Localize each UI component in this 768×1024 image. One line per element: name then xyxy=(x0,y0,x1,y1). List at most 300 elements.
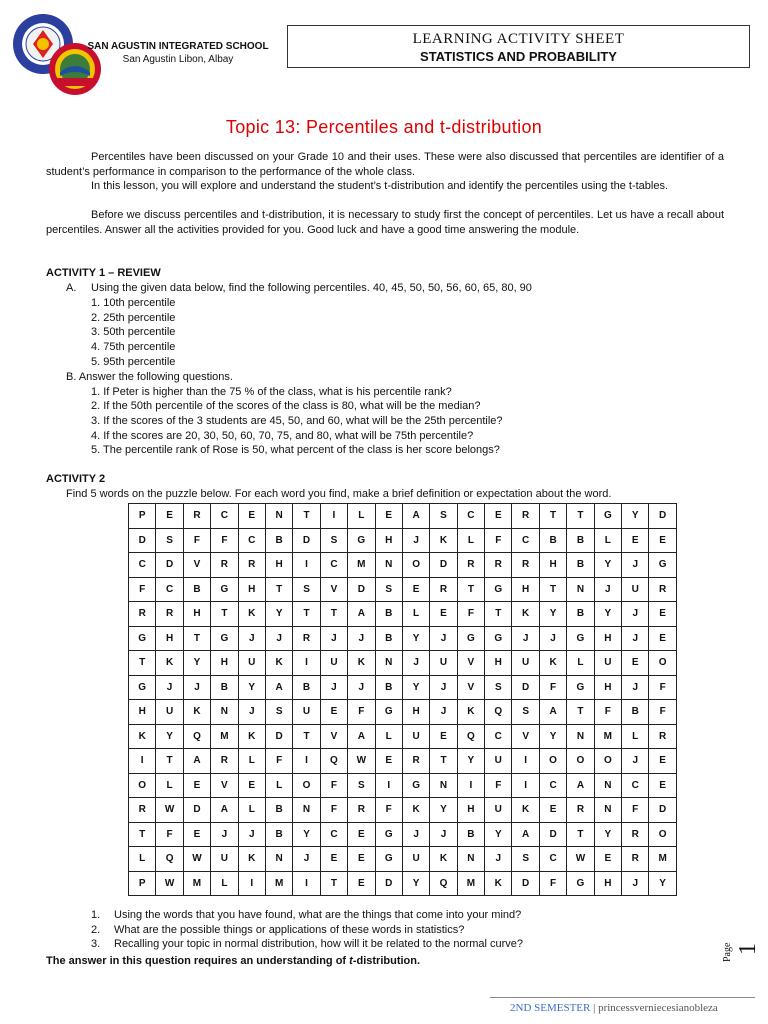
puzzle-cell: F xyxy=(265,749,292,774)
note-text: The answer in this question requires an understanding of xyxy=(46,955,350,967)
table-row xyxy=(129,871,677,896)
puzzle-cell: F xyxy=(539,675,566,700)
puzzle-cell: B xyxy=(265,528,292,553)
puzzle-cell: K xyxy=(430,528,457,553)
puzzle-cell: R xyxy=(402,749,429,774)
table-row xyxy=(129,798,677,823)
puzzle-cell: C xyxy=(622,773,649,798)
puzzle-cell: S xyxy=(348,773,375,798)
puzzle-cell: H xyxy=(512,577,539,602)
puzzle-cell: D xyxy=(512,871,539,896)
puzzle-cell: I xyxy=(293,651,320,676)
puzzle-cell: J xyxy=(622,749,649,774)
puzzle-cell: F xyxy=(622,798,649,823)
puzzle-cell: G xyxy=(211,577,238,602)
puzzle-cell: M xyxy=(649,847,676,872)
puzzle-cell: F xyxy=(539,871,566,896)
puzzle-cell: H xyxy=(485,651,512,676)
list-item: 2. 25th percentile xyxy=(91,312,176,324)
puzzle-cell: S xyxy=(265,700,292,725)
puzzle-cell: J xyxy=(430,822,457,847)
puzzle-cell: V xyxy=(512,724,539,749)
puzzle-cell: J xyxy=(320,626,347,651)
puzzle-cell: F xyxy=(457,602,484,627)
puzzle-cell: G xyxy=(375,847,402,872)
puzzle-cell: P xyxy=(129,871,156,896)
puzzle-cell: R xyxy=(129,798,156,823)
puzzle-cell: F xyxy=(649,675,676,700)
puzzle-cell: E xyxy=(402,577,429,602)
school-address: San Agustin Libon, Albay xyxy=(122,54,234,65)
puzzle-cell: L xyxy=(594,528,621,553)
puzzle-cell: O xyxy=(402,553,429,578)
puzzle-cell: E xyxy=(375,504,402,529)
puzzle-cell: C xyxy=(539,847,566,872)
puzzle-cell: J xyxy=(622,602,649,627)
puzzle-cell: R xyxy=(512,504,539,529)
puzzle-cell: H xyxy=(211,651,238,676)
puzzle-cell: N xyxy=(457,847,484,872)
puzzle-cell: D xyxy=(129,528,156,553)
puzzle-cell: R xyxy=(238,553,265,578)
puzzle-cell: D xyxy=(375,871,402,896)
puzzle-cell: D xyxy=(649,504,676,529)
list-item: 1. 10th percentile xyxy=(91,297,176,309)
puzzle-cell: J xyxy=(622,626,649,651)
puzzle-cell: L xyxy=(238,798,265,823)
puzzle-cell: J xyxy=(402,822,429,847)
puzzle-cell: F xyxy=(485,528,512,553)
puzzle-cell: C xyxy=(512,528,539,553)
table-row xyxy=(129,528,677,553)
puzzle-cell: A xyxy=(512,822,539,847)
puzzle-cell: R xyxy=(649,724,676,749)
puzzle-cell: C xyxy=(129,553,156,578)
puzzle-cell: E xyxy=(183,822,210,847)
puzzle-cell: J xyxy=(348,626,375,651)
puzzle-cell: Y xyxy=(430,798,457,823)
puzzle-cell: J xyxy=(293,847,320,872)
puzzle-cell: F xyxy=(485,773,512,798)
puzzle-cell: Y xyxy=(539,724,566,749)
puzzle-cell: H xyxy=(457,798,484,823)
puzzle-cell: G xyxy=(485,626,512,651)
puzzle-cell: T xyxy=(129,651,156,676)
puzzle-cell: L xyxy=(156,773,183,798)
puzzle-cell: M xyxy=(348,553,375,578)
puzzle-cell: S xyxy=(320,528,347,553)
puzzle-cell: U xyxy=(430,651,457,676)
puzzle-cell: N xyxy=(265,847,292,872)
puzzle-cell: J xyxy=(430,700,457,725)
footer-author: princessverniecesianobleza xyxy=(598,1002,718,1014)
puzzle-cell: U xyxy=(622,577,649,602)
puzzle-cell: F xyxy=(156,822,183,847)
puzzle-cell: E xyxy=(594,847,621,872)
puzzle-cell: K xyxy=(238,724,265,749)
puzzle-cell: L xyxy=(129,847,156,872)
puzzle-cell: E xyxy=(320,847,347,872)
table-row xyxy=(129,773,677,798)
list-item: Using the words that you have found, what are the things that come into your mind? xyxy=(114,909,522,921)
puzzle-cell: T xyxy=(430,749,457,774)
puzzle-cell: E xyxy=(238,504,265,529)
puzzle-cell: T xyxy=(320,602,347,627)
puzzle-cell: T xyxy=(457,577,484,602)
puzzle-cell: R xyxy=(211,749,238,774)
activity2-note xyxy=(46,954,420,969)
puzzle-cell: R xyxy=(567,798,594,823)
footer-separator: | xyxy=(593,1002,596,1014)
puzzle-cell: B xyxy=(265,822,292,847)
puzzle-cell: R xyxy=(211,553,238,578)
puzzle-cell: A xyxy=(348,602,375,627)
activity1-part-a: Using the given data below, find the following percentiles. 40, 45, 50, 50, 56, 60, 65, 80, 90 xyxy=(91,282,532,294)
puzzle-cell: I xyxy=(293,749,320,774)
puzzle-cell: G xyxy=(649,553,676,578)
puzzle-cell: B xyxy=(375,602,402,627)
puzzle-cell: A xyxy=(348,724,375,749)
puzzle-cell: I xyxy=(457,773,484,798)
puzzle-cell: T xyxy=(485,602,512,627)
puzzle-cell: I xyxy=(238,871,265,896)
puzzle-cell: B xyxy=(211,675,238,700)
puzzle-cell: E xyxy=(622,528,649,553)
puzzle-cell: C xyxy=(238,528,265,553)
puzzle-cell: V xyxy=(457,675,484,700)
question-number: 2. xyxy=(91,924,101,936)
puzzle-cell: T xyxy=(567,822,594,847)
subject-title: STATISTICS AND PROBABILITY xyxy=(420,49,617,64)
puzzle-cell: T xyxy=(539,577,566,602)
puzzle-cell: L xyxy=(265,773,292,798)
puzzle-cell: J xyxy=(265,626,292,651)
word-search-puzzle xyxy=(128,503,677,896)
puzzle-cell: F xyxy=(375,798,402,823)
puzzle-cell: I xyxy=(375,773,402,798)
puzzle-cell: M xyxy=(265,871,292,896)
puzzle-cell: F xyxy=(183,528,210,553)
table-row xyxy=(129,700,677,725)
puzzle-cell: B xyxy=(375,626,402,651)
puzzle-cell: G xyxy=(348,528,375,553)
puzzle-cell: B xyxy=(457,822,484,847)
table-row xyxy=(129,749,677,774)
puzzle-cell: D xyxy=(183,798,210,823)
puzzle-cell: H xyxy=(265,553,292,578)
puzzle-cell: T xyxy=(156,749,183,774)
puzzle-cell: G xyxy=(567,675,594,700)
puzzle-cell: R xyxy=(649,577,676,602)
puzzle-cell: B xyxy=(567,553,594,578)
puzzle-cell: M xyxy=(457,871,484,896)
puzzle-cell: S xyxy=(430,504,457,529)
puzzle-cell: E xyxy=(649,773,676,798)
puzzle-cell: L xyxy=(211,871,238,896)
puzzle-cell: U xyxy=(238,651,265,676)
puzzle-cell: U xyxy=(320,651,347,676)
puzzle-cell: Y xyxy=(238,675,265,700)
puzzle-cell: I xyxy=(129,749,156,774)
puzzle-cell: R xyxy=(348,798,375,823)
puzzle-cell: F xyxy=(320,798,347,823)
activity1-part-b: B. Answer the following questions. xyxy=(66,371,233,383)
puzzle-cell: E xyxy=(375,749,402,774)
puzzle-cell: N xyxy=(211,700,238,725)
puzzle-cell: H xyxy=(156,626,183,651)
puzzle-cell: J xyxy=(402,651,429,676)
puzzle-cell: J xyxy=(211,822,238,847)
table-row xyxy=(129,602,677,627)
puzzle-cell: C xyxy=(211,504,238,529)
puzzle-cell: S xyxy=(512,847,539,872)
activity1-title: ACTIVITY 1 – REVIEW xyxy=(46,267,161,279)
puzzle-cell: F xyxy=(649,700,676,725)
puzzle-cell: Q xyxy=(156,847,183,872)
puzzle-cell: W xyxy=(348,749,375,774)
puzzle-cell: L xyxy=(402,602,429,627)
list-item: Recalling your topic in normal distribution, how will it be related to the normal curve? xyxy=(114,938,524,950)
puzzle-cell: Y xyxy=(649,871,676,896)
table-row xyxy=(129,847,677,872)
puzzle-cell: B xyxy=(375,675,402,700)
puzzle-cell: C xyxy=(320,553,347,578)
puzzle-cell: K xyxy=(485,871,512,896)
puzzle-cell: Y xyxy=(402,871,429,896)
puzzle-cell: T xyxy=(129,822,156,847)
topic-title: Topic 13: Percentiles and t-distribution xyxy=(225,117,543,137)
puzzle-cell: T xyxy=(211,602,238,627)
puzzle-cell: G xyxy=(129,626,156,651)
puzzle-cell: J xyxy=(238,822,265,847)
puzzle-cell: H xyxy=(375,528,402,553)
puzzle-cell: A xyxy=(539,700,566,725)
puzzle-cell: N xyxy=(375,553,402,578)
puzzle-cell: Y xyxy=(402,675,429,700)
puzzle-cell: M xyxy=(183,871,210,896)
table-row xyxy=(129,626,677,651)
puzzle-cell: T xyxy=(293,504,320,529)
puzzle-cell: M xyxy=(211,724,238,749)
puzzle-cell: T xyxy=(539,504,566,529)
puzzle-cell: D xyxy=(512,675,539,700)
puzzle-cell: K xyxy=(183,700,210,725)
puzzle-cell: J xyxy=(512,626,539,651)
puzzle-cell: H xyxy=(183,602,210,627)
puzzle-cell: S xyxy=(485,675,512,700)
puzzle-cell: N xyxy=(594,798,621,823)
puzzle-cell: J xyxy=(539,626,566,651)
puzzle-cell: C xyxy=(320,822,347,847)
puzzle-cell: Q xyxy=(485,700,512,725)
puzzle-cell: E xyxy=(649,749,676,774)
puzzle-cell: J xyxy=(594,577,621,602)
table-row xyxy=(129,822,677,847)
puzzle-cell: T xyxy=(293,724,320,749)
list-item: 4. 75th percentile xyxy=(91,341,176,353)
puzzle-cell: S xyxy=(375,577,402,602)
puzzle-cell: B xyxy=(265,798,292,823)
puzzle-cell: C xyxy=(485,724,512,749)
note-text: -distribution. xyxy=(352,955,421,967)
puzzle-cell: S xyxy=(512,700,539,725)
puzzle-cell: J xyxy=(156,675,183,700)
puzzle-cell: G xyxy=(211,626,238,651)
puzzle-cell: I xyxy=(293,871,320,896)
puzzle-cell: E xyxy=(649,626,676,651)
puzzle-cell: Y xyxy=(156,724,183,749)
puzzle-cell: E xyxy=(156,504,183,529)
puzzle-cell: T xyxy=(183,626,210,651)
puzzle-cell: V xyxy=(320,577,347,602)
puzzle-cell: M xyxy=(594,724,621,749)
puzzle-cell: O xyxy=(539,749,566,774)
puzzle-cell: L xyxy=(348,504,375,529)
puzzle-cell: Q xyxy=(183,724,210,749)
note-emphasis: t xyxy=(349,955,353,967)
puzzle-cell: W xyxy=(567,847,594,872)
puzzle-cell: N xyxy=(293,798,320,823)
puzzle-cell: L xyxy=(622,724,649,749)
puzzle-cell: J xyxy=(238,700,265,725)
puzzle-cell: B xyxy=(539,528,566,553)
puzzle-cell: H xyxy=(238,577,265,602)
puzzle-cell: Y xyxy=(402,626,429,651)
puzzle-cell: I xyxy=(320,504,347,529)
page-label: Page xyxy=(722,942,733,962)
puzzle-cell: K xyxy=(512,798,539,823)
puzzle-cell: O xyxy=(649,651,676,676)
puzzle-cell: T xyxy=(293,602,320,627)
puzzle-cell: K xyxy=(238,602,265,627)
puzzle-cell: O xyxy=(567,749,594,774)
puzzle-cell: N xyxy=(594,773,621,798)
puzzle-cell: U xyxy=(402,847,429,872)
puzzle-cell: Y xyxy=(594,553,621,578)
puzzle-cell: K xyxy=(512,602,539,627)
puzzle-cell: L xyxy=(567,651,594,676)
puzzle-cell: V xyxy=(183,553,210,578)
puzzle-cell: B xyxy=(567,528,594,553)
puzzle-cell: J xyxy=(320,675,347,700)
puzzle-cell: J xyxy=(348,675,375,700)
puzzle-cell: A xyxy=(567,773,594,798)
table-row xyxy=(129,577,677,602)
puzzle-cell: F xyxy=(211,528,238,553)
puzzle-cell: H xyxy=(594,871,621,896)
page-number: 1 xyxy=(735,943,761,955)
sheet-title: LEARNING ACTIVITY SHEET xyxy=(412,31,625,47)
puzzle-cell: V xyxy=(457,651,484,676)
puzzle-cell: R xyxy=(183,504,210,529)
puzzle-cell: U xyxy=(485,749,512,774)
puzzle-cell: U xyxy=(594,651,621,676)
puzzle-cell: J xyxy=(430,626,457,651)
puzzle-cell: U xyxy=(156,700,183,725)
question-number: 1. xyxy=(91,909,101,921)
puzzle-cell: N xyxy=(265,504,292,529)
puzzle-cell: R xyxy=(430,577,457,602)
puzzle-cell: H xyxy=(594,626,621,651)
puzzle-cell: R xyxy=(457,553,484,578)
activity1-part-a-label: A. xyxy=(66,282,77,294)
puzzle-cell: J xyxy=(430,675,457,700)
puzzle-cell: R xyxy=(512,553,539,578)
list-item: 1. If Peter is higher than the 75 % of the class, what is his percentile rank? xyxy=(91,386,452,398)
puzzle-cell: A xyxy=(402,504,429,529)
table-row xyxy=(129,651,677,676)
intro-paragraph-1: Percentiles have been discussed on your Grade 10 and their uses. These were also discussed that percentiles are identifier of a student’s performance in comparison to the performance of the whole class. xyxy=(46,151,724,178)
puzzle-cell: P xyxy=(129,504,156,529)
puzzle-cell: K xyxy=(430,847,457,872)
puzzle-cell: R xyxy=(485,553,512,578)
puzzle-cell: I xyxy=(512,773,539,798)
puzzle-cell: B xyxy=(183,577,210,602)
puzzle-cell: H xyxy=(594,675,621,700)
puzzle-cell: E xyxy=(649,528,676,553)
puzzle-cell: D xyxy=(649,798,676,823)
puzzle-cell: H xyxy=(539,553,566,578)
puzzle-cell: V xyxy=(211,773,238,798)
puzzle-cell: J xyxy=(622,871,649,896)
puzzle-cell: J xyxy=(238,626,265,651)
puzzle-cell: B xyxy=(622,700,649,725)
table-row xyxy=(129,724,677,749)
puzzle-cell: T xyxy=(320,871,347,896)
puzzle-cell: U xyxy=(293,700,320,725)
puzzle-cell: N xyxy=(375,651,402,676)
puzzle-cell: H xyxy=(129,700,156,725)
puzzle-cell: V xyxy=(320,724,347,749)
puzzle-cell: G xyxy=(457,626,484,651)
puzzle-cell: K xyxy=(156,651,183,676)
puzzle-cell: N xyxy=(567,577,594,602)
puzzle-cell: J xyxy=(183,675,210,700)
puzzle-cell: J xyxy=(622,675,649,700)
puzzle-cell: U xyxy=(485,798,512,823)
puzzle-cell: E xyxy=(320,700,347,725)
puzzle-cell: K xyxy=(539,651,566,676)
intro-paragraph-3: Before we discuss percentiles and t-distribution, it is necessary to study first the concept of percentiles. Let us have a recall about percentiles. Answer all the activities provided for you. Good luck and have a good time answering the module. xyxy=(46,209,724,236)
puzzle-cell: K xyxy=(457,700,484,725)
table-row xyxy=(129,675,677,700)
footer xyxy=(510,1002,718,1014)
puzzle-cell: C xyxy=(156,577,183,602)
puzzle-cell: E xyxy=(348,871,375,896)
activity2-title: ACTIVITY 2 xyxy=(46,473,106,485)
puzzle-cell: Y xyxy=(594,602,621,627)
puzzle-cell: T xyxy=(567,504,594,529)
puzzle-cell: N xyxy=(567,724,594,749)
puzzle-cell: Y xyxy=(457,749,484,774)
puzzle-cell: Y xyxy=(293,822,320,847)
intro-paragraph-2: In this lesson, you will explore and understand the student’s t-distribution and identify the percentiles using the t-tables. xyxy=(91,180,669,192)
list-item: 2. If the 50th percentile of the scores of the class is 80, what will be the median? xyxy=(91,400,481,412)
puzzle-cell: Q xyxy=(320,749,347,774)
puzzle-cell: U xyxy=(402,724,429,749)
puzzle-cell: D xyxy=(348,577,375,602)
puzzle-cell: H xyxy=(402,700,429,725)
puzzle-cell: J xyxy=(402,528,429,553)
puzzle-cell: E xyxy=(183,773,210,798)
puzzle-cell: R xyxy=(293,626,320,651)
puzzle-cell: E xyxy=(430,602,457,627)
puzzle-cell: R xyxy=(622,847,649,872)
puzzle-cell: E xyxy=(238,773,265,798)
puzzle-cell: J xyxy=(485,847,512,872)
table-row xyxy=(129,553,677,578)
puzzle-cell: Y xyxy=(485,822,512,847)
